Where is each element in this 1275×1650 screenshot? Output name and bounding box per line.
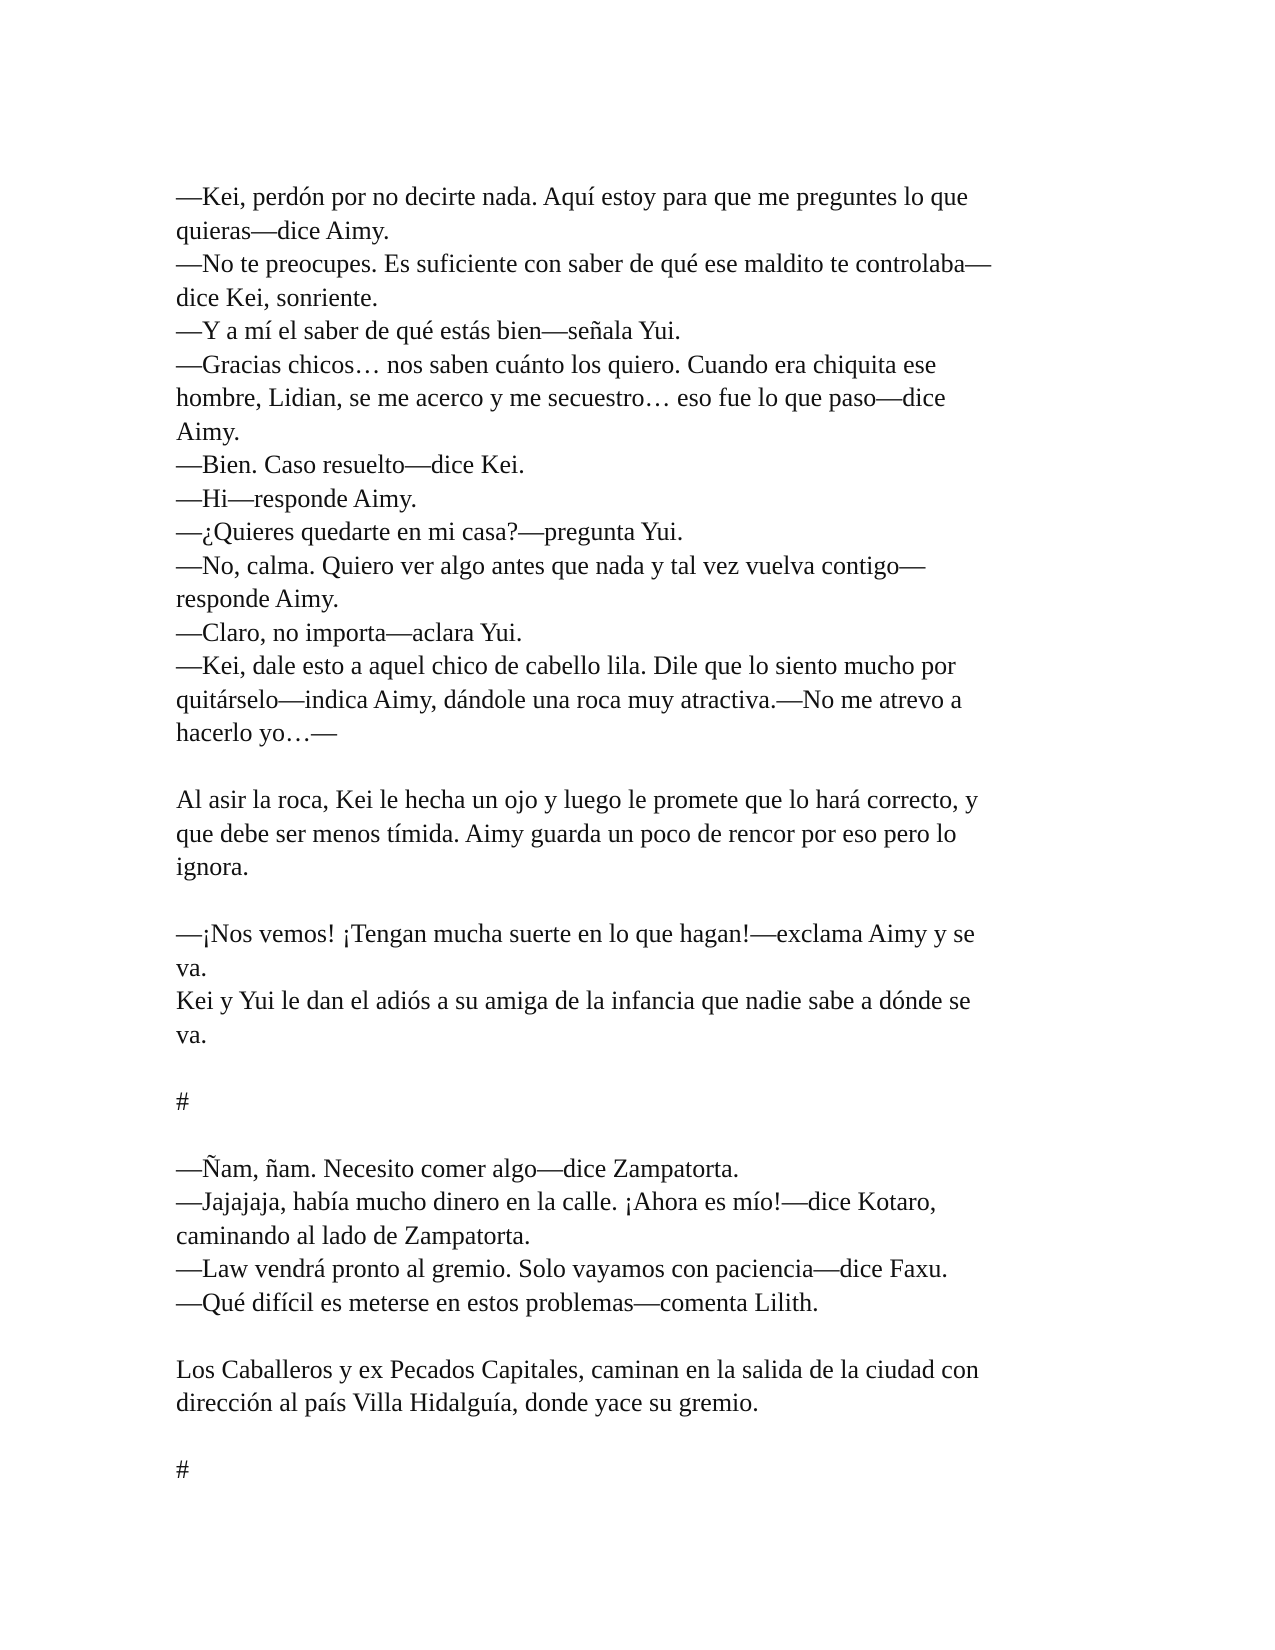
blank-line [176,1118,1096,1152]
text-line: ignora. [176,852,249,881]
text-line: —Gracias chicos… nos saben cuánto los quiero. Cuando era chiquita ese [176,349,937,379]
blank-line [176,1319,1096,1353]
text-line: responde Aimy. [176,584,339,613]
document-text [176,180,1096,1487]
text-line: quitárselo—indica Aimy, dándole una roca muy atractiva.—No me atrevo a [176,684,962,714]
text-line: —Bien. Caso resuelto—dice Kei. [176,450,525,479]
text-line: Kei y Yui le dan el adiós a su amiga de la infancia que nadie sabe a dónde se [176,986,971,1015]
text-line: —Kei, dale esto a aquel chico de cabello lila. Dile que lo siento mucho por [176,651,956,680]
text-line: hacerlo yo…— [176,718,338,747]
text-line: —Law vendrá pronto al gremio. Solo vayamos con paciencia—dice Faxu. [176,1254,948,1283]
text-line: va. [176,1019,208,1049]
section-separator: # [176,1455,189,1484]
text-line: que debe ser menos tímida. Aimy guarda un poco de rencor por eso pero lo [176,818,957,848]
text-line: —Y a mí el saber de qué estás bien—señala Yui. [176,316,681,345]
text-line: —No te preocupes. Es suficiente con saber de qué ese maldito te controlaba— [176,249,992,278]
text-line: Los Caballeros y ex Pecados Capitales, caminan en la salida de la ciudad con [176,1354,979,1384]
text-line: —Claro, no importa—aclara Yui. [176,617,523,647]
text-line: va. [176,952,208,982]
text-line: dirección al país Villa Hidalguía, donde yace su gremio. [176,1388,759,1417]
blank-line [176,750,1096,784]
text-line: —Kei, perdón por no decirte nada. Aquí estoy para que me preguntes lo que [176,182,969,211]
section-separator: # [176,1086,189,1116]
blank-line [176,884,1096,918]
text-line: —¿Quieres quedarte en mi casa?—pregunta Yui. [176,517,684,546]
text-line: —Ñam, ñam. Necesito comer algo—dice Zampatorta. [176,1153,740,1183]
text-line: Al asir la roca, Kei le hecha un ojo y luego le promete que lo hará correcto, y [176,785,979,814]
text-line: caminando al lado de Zampatorta. [176,1220,531,1250]
text-line: quieras—dice Aimy. [176,215,390,245]
text-line: —Qué difícil es meterse en estos problemas—comenta Lilith. [176,1287,819,1317]
text-line: hombre, Lidian, se me acerco y me secuestro… eso fue lo que paso—dice [176,383,946,412]
blank-line [176,1420,1096,1454]
text-line: —No, calma. Quiero ver algo antes que nada y tal vez vuelva contigo— [176,550,926,580]
text-line: —Jajajaja, había mucho dinero en la calle. ¡Ahora es mío!—dice Kotaro, [176,1187,937,1216]
text-line: dice Kei, sonriente. [176,282,379,312]
text-line: Aimy. [176,416,241,446]
text-line: —¡Nos vemos! ¡Tengan mucha suerte en lo que hagan!—exclama Aimy y se [176,919,975,948]
blank-line [176,1051,1096,1085]
text-line: —Hi—responde Aimy. [176,483,417,513]
